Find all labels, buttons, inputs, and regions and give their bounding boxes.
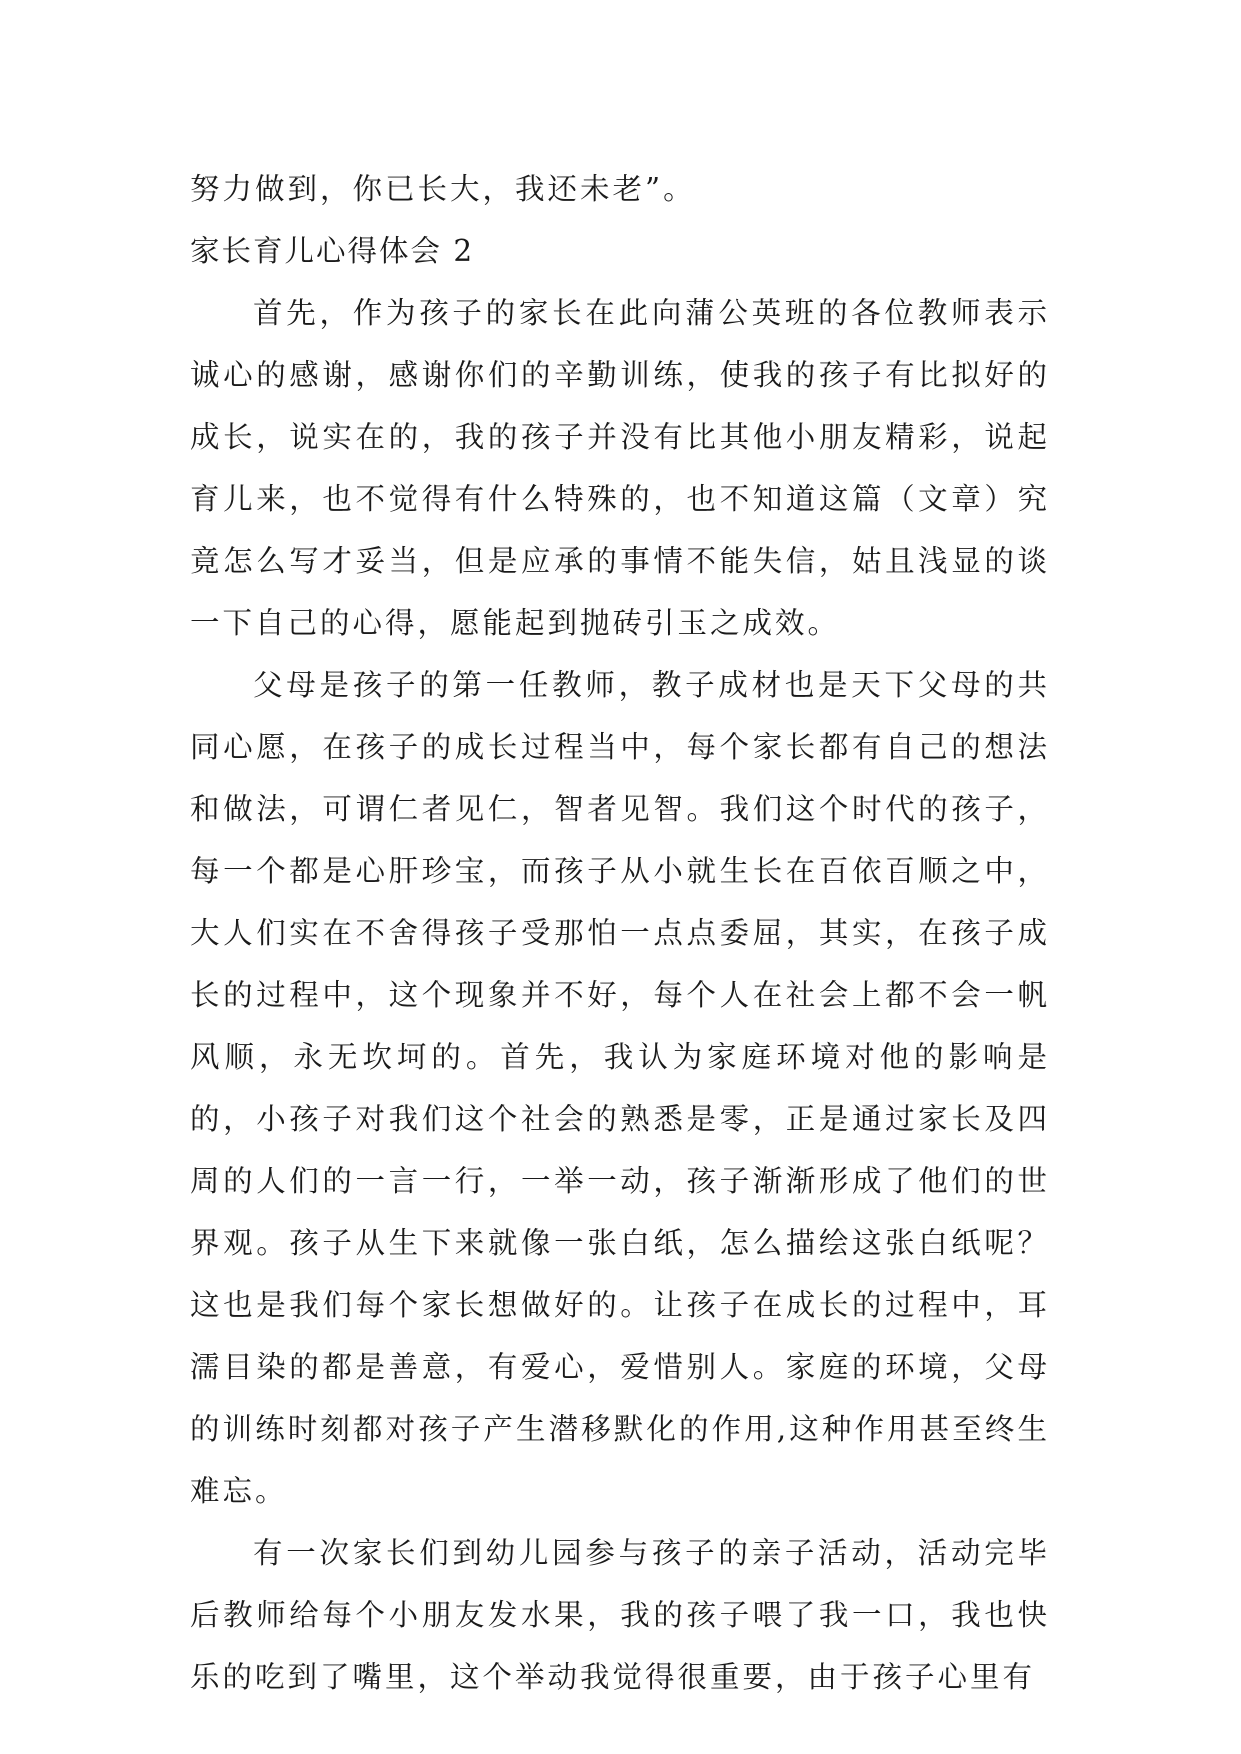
paragraph-1: 首先，作为孩子的家长在此向蒲公英班的各位教师表示诚心的感谢，感谢你们的辛勤训练，使我的孩子有比拟好的成长，说实在的，我的孩子并没有比其他小朋友精彩，说起育儿来，也不觉得有什么特殊的，也不知道这篇（文章）究竟怎么写才妥当，但是应承的事情不能失信，姑且浅显的谈一下自己的心得，愿能起到抛砖引玉之成效。: [190, 296, 1050, 640]
document-body: [190, 158, 1050, 1708]
paragraph-2: 父母是孩子的第一任教师，教子成材也是天下父母的共同心愿，在孩子的成长过程当中，每个家长都有自己的想法和做法，可谓仁者见仁，智者见智。我们这个时代的孩子，每一个都是心肝珍宝，而孩子从小就生长在百依百顺之中，大人们实在不舍得孩子受那怕一点点委屈，其实，在孩子成长的过程中，这个现象并不好，每个人在社会上都不会一帆风顺，永无坎坷的。首先，我认为家庭环境对他的影响是的，小孩子对我们这个社会的熟悉是零，正是通过家长及四周的人们的一言一行，一举一动，孩子渐渐形成了他们的世界观。孩子从生下来就像一张白纸，怎么描绘这张白纸呢？这也是我们每个家长想做好的。让孩子在成长的过程中，耳濡目染的都是善意，有爱心，爱惜别人。家庭的环境，父母的训练时刻都对孩子产生潜移默化的作用,这种作用甚至终生难忘。: [190, 668, 1050, 1508]
section-heading: 家长育儿心得体会 2: [190, 234, 475, 268]
continuation-line: 努力做到，你已长大，我还未老”。: [190, 172, 696, 206]
paragraph-3: 有一次家长们到幼儿园参与孩子的亲子活动，活动完毕后教师给每个小朋友发水果，我的孩子喂了我一口，我也快乐的吃到了嘴里，这个举动我觉得很重要，由于孩子心里有: [190, 1536, 1050, 1694]
